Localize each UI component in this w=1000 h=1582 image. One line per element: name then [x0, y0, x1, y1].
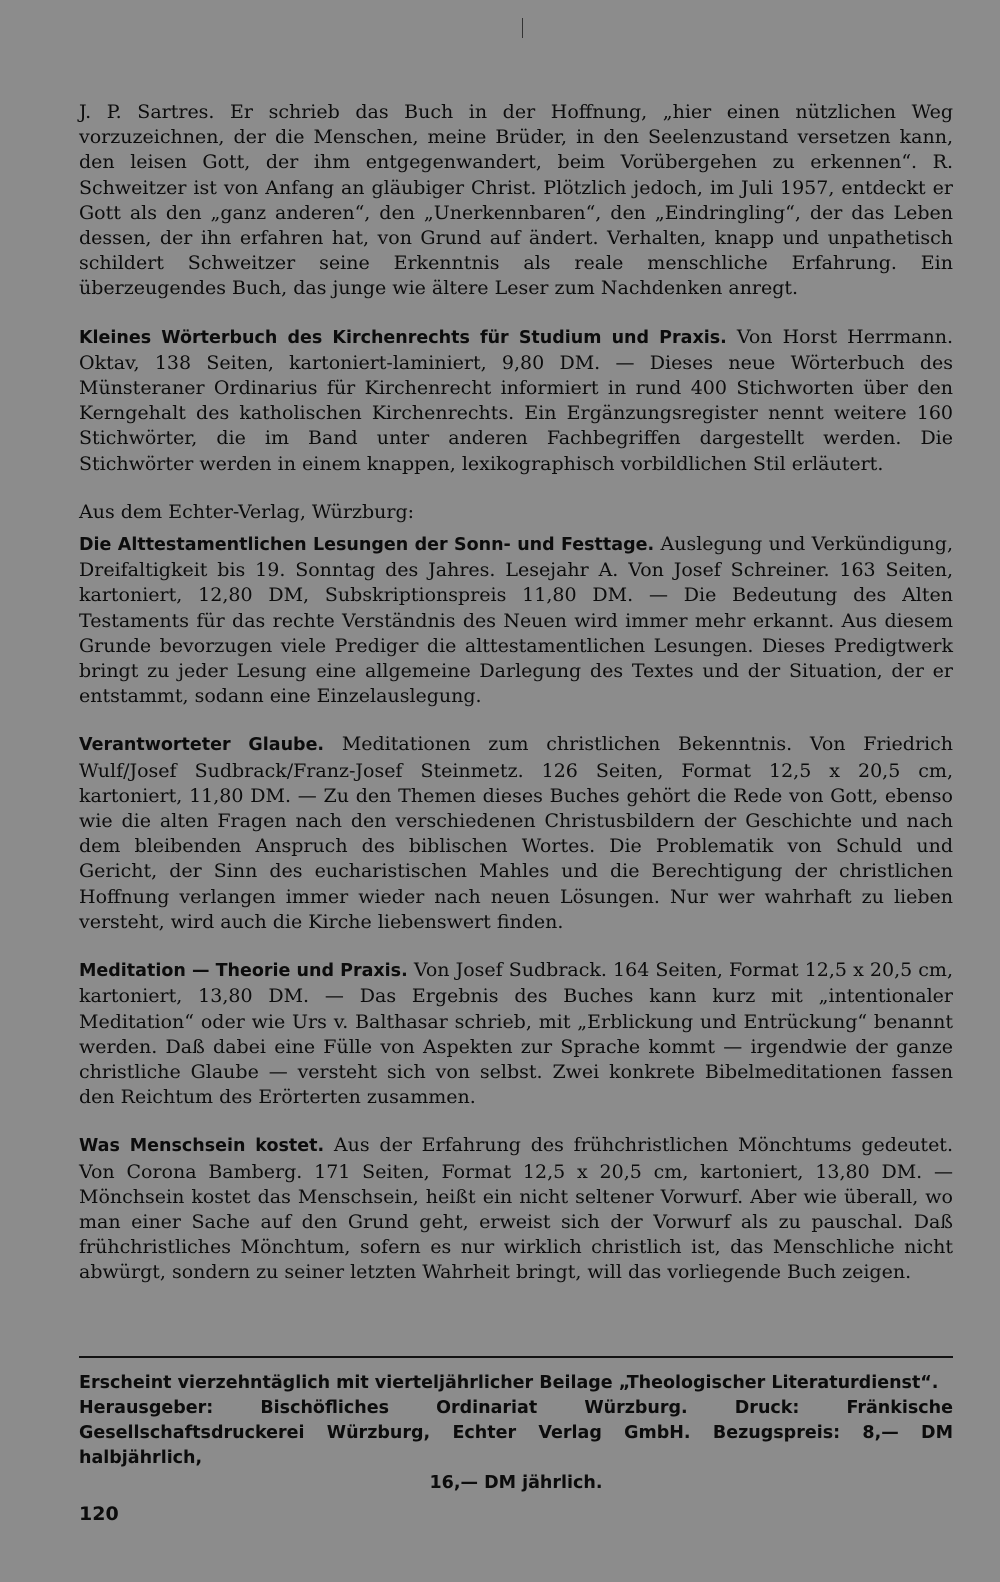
- colophon: [79, 1371, 953, 1496]
- entry-title: Die Alttestamentlichen Lesungen der Sonn- und Festtage.: [79, 535, 655, 556]
- publisher-heading: Aus dem Echter-Verlag, Würzburg:: [79, 500, 415, 523]
- entry-title: Kleines Wörterbuch des Kirchenrechts für Studium und Praxis.: [79, 327, 727, 348]
- entry-text: Auslegung und Verkündigung, Dreifaltigkeit bis 19. Sonntag des Jahres. Lesejahr A. Von Josef Schreiner. 163 Seiten, kartoniert, 12,80 DM, Subskriptionspreis 11,80 DM. — Die Bedeutung des Alten Testaments für das rechte Verständnis des Neuen wird immer mehr erkannt. Aus diesem Grunde bevorzugen viele Prediger die alttestamentlichen Lesungen. Dieses Predigtwerk bringt zu jeder Lesung eine allgemeine Darlegung des Textes und der Situation, der er entstammt, sodann eine Einzelauslegung.: [79, 533, 953, 708]
- entry-text: Meditationen zum christlichen Bekenntnis. Von Friedrich Wulf/Josef Sudbrack/Franz-Josef Steinmetz. 126 Seiten, Format 12,5 x 20,5 cm, kartoniert, 11,80 DM. — Zu den Themen dieses Buches gehört die Rede von Gott, ebenso wie die alten Fragen nach den verschiedenen Christusbildern der Geschichte und nach dem bleibenden Anspruch des biblischen Wortes. Die Problematik von Schuld und Gericht, der Sinn des eucharistischen Mahles und die Berechtigung der christlichen Hoffnung verlangen immer wieder nach neuen Lösungen. Nur wer wahrhaft zu lieben versteht, wird auch die Kirche liebenswert finden.: [79, 733, 953, 933]
- entry-glaube: [79, 732, 953, 935]
- intro-paragraph: J. P. Sartres. Er schrieb das Buch in der Hoffnung, „hier einen nützlichen Weg vorzuzeichnen, der die Menschen, meine Brüder, in den Seelenzustand versetzen kann, den leisen Gott, der ihm entgegenwandert, beim Vorübergehen zu erkennen“. R. Schweitzer ist von Anfang an gläubiger Christ. Plötzlich jedoch, im Juli 1957, entdeckt er Gott als den „ganz anderen“, den „Unerkennbaren“, den „Eindringling“, der das Leben dessen, der ihn erfahren hat, von Grund auf ändert. Verhalten, knapp und unpathetisch schildert Schweitzer seine Erkenntnis als reale menschliche Erfahrung. Ein überzeugendes Buch, das junge wie ältere Leser zum Nachdenken anregt.: [79, 101, 953, 300]
- entry-text: Von Josef Sudbrack. 164 Seiten, Format 12,5 x 20,5 cm, kartoniert, 13,80 DM. — Das Ergebnis des Buches kann kurz mit „intentionaler Meditation“ oder wie Urs v. Balthasar schrieb, mit „Erblickung und Entrückung“ benannt werden. Daß dabei eine Fülle von Aspekten zur Sprache kommt — irgendwie der ganze christliche Glaube — versteht sich von selbst. Zwei konkrete Bibelmeditationen fassen den Reichtum des Erörterten zusammen.: [79, 959, 953, 1109]
- entry-title: Was Menschsein kostet.: [79, 1136, 325, 1157]
- entry-dictionary: [79, 325, 953, 477]
- entry-text: Aus der Erfahrung des frühchristlichen Mönchtums gedeutet. Von Corona Bamberg. 171 Seiten, Format 12,5 x 20,5 cm, kartoniert, 13,80 DM. — Mönchsein kostet das Menschsein, heißt ein nicht seltener Vorwurf. Aber wie überall, wo man einer Sache auf den Grund geht, erweist sich der Vorwurf als zu pauschal. Daß frühchristliches Mönchtum, sofern es nur wirklich christlich ist, das Menschliche nicht abwürgt, sondern zu seiner letzten Wahrheit bringt, will das vorliegende Buch zeigen.: [79, 1134, 953, 1284]
- margin-mark: [522, 18, 525, 38]
- entry-menschsein: [79, 1133, 953, 1285]
- entry-text: Von Horst Herrmann. Oktav, 138 Seiten, kartoniert-laminiert, 9,80 DM. — Dieses neue Wörterbuch des Münsteraner Ordinarius für Kirchenrecht informiert in rund 400 Stichworten über den Kerngehalt des katholischen Kirchenrechts. Ein Ergänzungsregister nennt weitere 160 Stichwörter, die im Band unter anderen Fachbegriffen dargestellt werden. Die Stichwörter werden in einem knappen, lexikographisch vorbildlichen Stil erläutert.: [79, 325, 953, 475]
- colophon-line-2: Herausgeber: Bischöfliches Ordinariat Würzburg. Druck: Fränkische Gesellschaftsdruckerei Würzburg, Echter Verlag GmbH. Bezugspreis: 8,— DM halbjährlich,: [79, 1398, 953, 1468]
- page-number: 120: [79, 1503, 119, 1525]
- entry-lesungen: [79, 532, 953, 709]
- footer-divider: [79, 1356, 953, 1358]
- colophon-line-3: 16,— DM jährlich.: [429, 1473, 603, 1493]
- entry-title: Meditation — Theorie und Praxis.: [79, 961, 408, 982]
- page-body: [79, 100, 953, 1286]
- entry-title: Verantworteter Glaube.: [79, 735, 325, 756]
- entry-meditation: [79, 958, 953, 1110]
- colophon-line-1: Erscheint vierzehntäglich mit vierteljährlicher Beilage „Theologischer Literaturdienst“.: [79, 1373, 939, 1393]
